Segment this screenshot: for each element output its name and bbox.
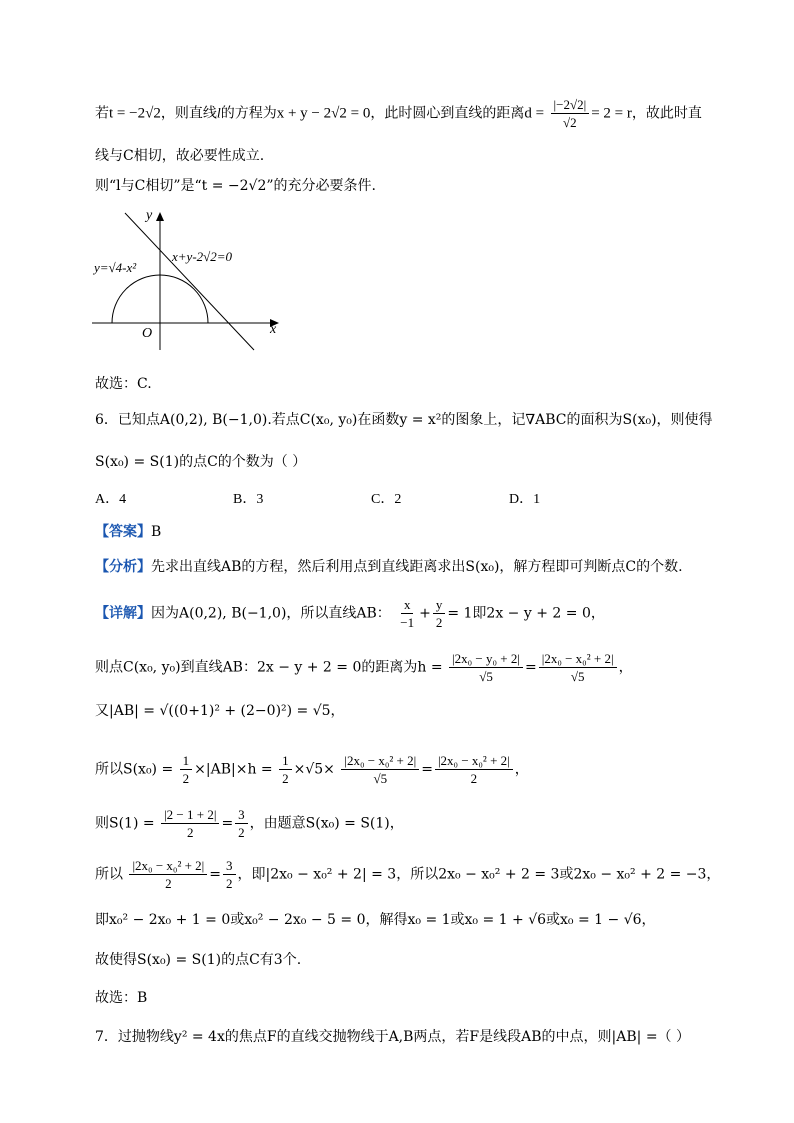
option-b: B．3 xyxy=(233,492,264,507)
answer-line: 【答案】B xyxy=(95,524,162,540)
curve-label: y=√4-x² xyxy=(94,260,137,275)
line-equation: x + y − 2√2 = 0 xyxy=(276,105,371,122)
x-axis-label: x xyxy=(270,322,277,337)
detail-tag: 【详解】 xyxy=(95,605,151,622)
question-6-stem: 6．已知点A(0,2), B(−1,0).若点C(x₀, y₀)在函数y = x²的图象上，记∇ABC的面积为S(x₀)，则使得 xyxy=(95,412,713,428)
detail-line-5: 则S(1) = $\frac{|2 - 1 + 2|}{2}$ = $\frac{3}{2}$ ，由题意S(x₀) = S(1)， xyxy=(95,807,404,840)
detail-line-4: 所以S(x₀) = $\frac{1}{2}$ ×|AB|×h = $\frac{1}{2}$ ×√5× $\frac{\text{|2x₀ − x₀² + 2|}}{√5}$ = $\frac{\text{|2x₀ − x₀² + 2|}}{2}$ ， xyxy=(95,753,529,786)
detail-line-8: 故使得S(x₀) = S(1)的点C有3个. xyxy=(95,952,302,968)
option-d: D．1 xyxy=(509,492,541,507)
solution-choice: 故选：C. xyxy=(95,376,152,392)
detail-line-1: 【详解】因为A(0,2), B(−1,0)，所以直线AB： $\frac{x}{-1}$ + $\frac{y}{2}$ = 1即2x − y + 2 = 0， xyxy=(95,597,605,630)
detail-line-3: 又|AB| = √((0+1)² + (2−0)²) = √5， xyxy=(95,703,345,719)
solution-line-3: 则“l与C相切”是“t = −2√2”的充分必要条件. xyxy=(95,178,376,194)
y-axis-arrow xyxy=(156,212,164,221)
question-6-stem-2: S(x₀) = S(1)的点C的个数为（ ） xyxy=(95,454,307,470)
solution-line-2: 线与C相切，故必要性成立. xyxy=(95,148,265,164)
circle-tangent-figure xyxy=(92,205,287,355)
analysis-line: 【分析】先求出直线AB的方程，然后利用点到直线距离求出S(x₀)，解方程即可判断点C的个数. xyxy=(95,559,683,575)
t-condition: t = −2√2 xyxy=(109,105,161,122)
answer-tag: 【答案】 xyxy=(95,524,151,540)
detail-line-2: 则点C(x₀, y₀)到直线AB：2x − y + 2 = 0的距离为h = $\frac{\text{|2x₀ − y₀ + 2|}}{√5}$ = $\frac{\text{|2x₀ − x₀² + 2|}}{√5}$ ， xyxy=(95,651,633,684)
detail-line-6: 所以 $\frac{\text{|2x₀ − x₀² + 2|}}{2}$ = $\frac{3}{2}$ ，即|2x₀ − x₀² + 2| = 3，所以2x₀ − x₀² + 2 = 3或2x₀ − x₀² + 2 = −3， xyxy=(95,858,721,891)
y-axis-label: y xyxy=(146,208,153,223)
solution-line-1: 若t = −2√2，则直线l的方程为x + y − 2√2 = 0，此时圆心到直线的距离d = $\frac{|-2√2|}{√2}$ = 2 = r，故此时直 xyxy=(95,97,702,130)
origin-label: O xyxy=(142,326,153,341)
line-label: x+y-2√2=0 xyxy=(172,249,233,264)
option-c: C．2 xyxy=(371,492,402,507)
detail-line-7: 即x₀² − 2x₀ + 1 = 0或x₀² − 2x₀ − 5 = 0，解得x₀ = 1或x₀ = 1 + √6或x₀ = 1 − √6， xyxy=(95,912,656,928)
distance-fraction: $\frac{|-2√2|}{√2}$ xyxy=(551,96,590,131)
detail-line-9: 故选：B xyxy=(95,990,148,1006)
option-a: A．4 xyxy=(95,492,127,507)
question-7-stem: 7．过抛物线y² = 4x的焦点F的直线交抛物线于A,B两点，若F是线段AB的中点，则|AB| =（ ） xyxy=(95,1029,690,1045)
analysis-tag: 【分析】 xyxy=(95,559,151,575)
